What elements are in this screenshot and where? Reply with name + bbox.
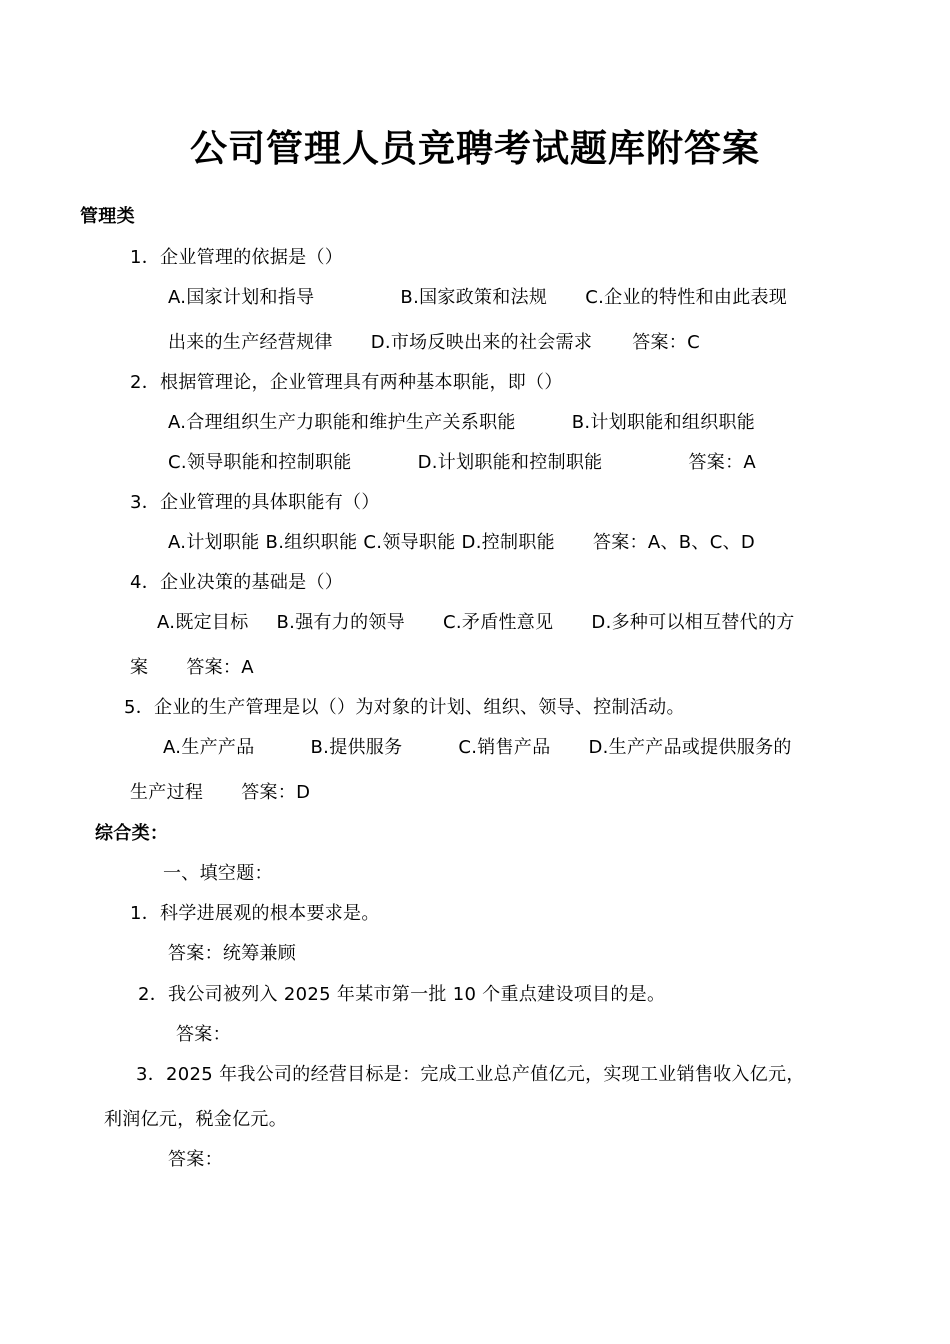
question-4-option-b: B.强有力的领导 bbox=[276, 612, 406, 633]
question-2-option-a: A.合理组织生产力职能和维护生产关系职能 bbox=[168, 412, 516, 433]
fill-question-3-stem: 3．2025 年我公司的经营目标是：完成工业总产值亿元，实现工业销售收入亿元， bbox=[136, 1064, 805, 1085]
fill-question-3-stem-continued: 利润亿元，税金亿元。 bbox=[104, 1109, 287, 1130]
fill-question-1-answer: 答案：统筹兼顾 bbox=[168, 943, 297, 964]
question-5-stem: 5．企业的生产管理是以（）为对象的计划、组织、领导、控制活动。 bbox=[124, 697, 685, 718]
fill-question-2-stem: 2．我公司被列入 2025 年某市第一批 10 个重点建设项目的是。 bbox=[138, 984, 666, 1005]
question-1-stem: 1．企业管理的依据是（） bbox=[130, 247, 344, 268]
document-title: 公司管理人员竞聘考试题库附答案 bbox=[190, 127, 760, 170]
question-4-option-d-continued: 案 bbox=[130, 657, 149, 678]
question-3-answer: 答案：A、B、C、D bbox=[592, 532, 756, 553]
question-5-option-d-continued: 生产过程 bbox=[130, 782, 204, 803]
question-4-option-c: C.矛盾性意见 bbox=[443, 612, 554, 633]
question-1-option-c: C.企业的特性和由此表现 bbox=[585, 287, 788, 308]
question-1-options-row-1 bbox=[168, 286, 787, 310]
question-5-option-d: D.生产产品或提供服务的 bbox=[588, 737, 792, 758]
question-4-answer: 答案：A bbox=[186, 657, 254, 678]
question-4-option-d: D.多种可以相互替代的方 bbox=[591, 612, 795, 633]
question-2-options-row-2 bbox=[168, 451, 756, 475]
question-2-option-c: C.领导职能和控制职能 bbox=[168, 452, 352, 473]
question-3-options-row bbox=[168, 531, 755, 555]
question-5-option-b: B.提供服务 bbox=[310, 737, 403, 758]
question-5-options-row-1 bbox=[163, 736, 792, 760]
question-1-option-c-continued: 出来的生产经营规律 bbox=[168, 332, 333, 353]
fill-question-2-answer: 答案： bbox=[176, 1024, 231, 1045]
question-2-option-b: B.计划职能和组织职能 bbox=[571, 412, 756, 433]
question-3-stem: 3．企业管理的具体职能有（） bbox=[130, 492, 380, 513]
fill-question-3-answer: 答案： bbox=[168, 1149, 223, 1170]
question-4-options-row-2 bbox=[130, 656, 254, 680]
question-5-option-a: A.生产产品 bbox=[163, 737, 255, 758]
question-2-options-row-1 bbox=[168, 411, 755, 435]
question-4-stem: 4．企业决策的基础是（） bbox=[130, 572, 344, 593]
question-4-options-row-1 bbox=[157, 611, 795, 635]
question-1-option-a: A.国家计划和指导 bbox=[168, 287, 315, 308]
question-2-stem: 2．根据管理论，企业管理具有两种基本职能，即（） bbox=[130, 372, 563, 393]
question-5-option-c: C.销售产品 bbox=[458, 737, 551, 758]
question-5-answer: 答案：D bbox=[241, 782, 311, 803]
fill-in-blank-heading: 一、填空题： bbox=[163, 863, 273, 884]
fill-question-1-stem: 1．科学进展观的根本要求是。 bbox=[130, 903, 380, 924]
question-5-options-row-2 bbox=[130, 781, 310, 805]
question-1-options-row-2 bbox=[168, 331, 700, 355]
question-4-option-a: A.既定目标 bbox=[157, 612, 249, 633]
question-2-option-d: D.计划职能和控制职能 bbox=[417, 452, 603, 473]
question-1-option-d: D.市场反映出来的社会需求 bbox=[370, 332, 593, 353]
question-2-answer: 答案：A bbox=[688, 452, 756, 473]
section-heading-general: 综合类： bbox=[95, 823, 169, 844]
section-heading-management: 管理类 bbox=[80, 206, 135, 227]
question-1-option-b: B.国家政策和法规 bbox=[400, 287, 548, 308]
question-3-options: A.计划职能 B.组织职能 C.领导职能 D.控制职能 bbox=[168, 532, 555, 553]
question-1-answer: 答案：C bbox=[632, 332, 700, 353]
